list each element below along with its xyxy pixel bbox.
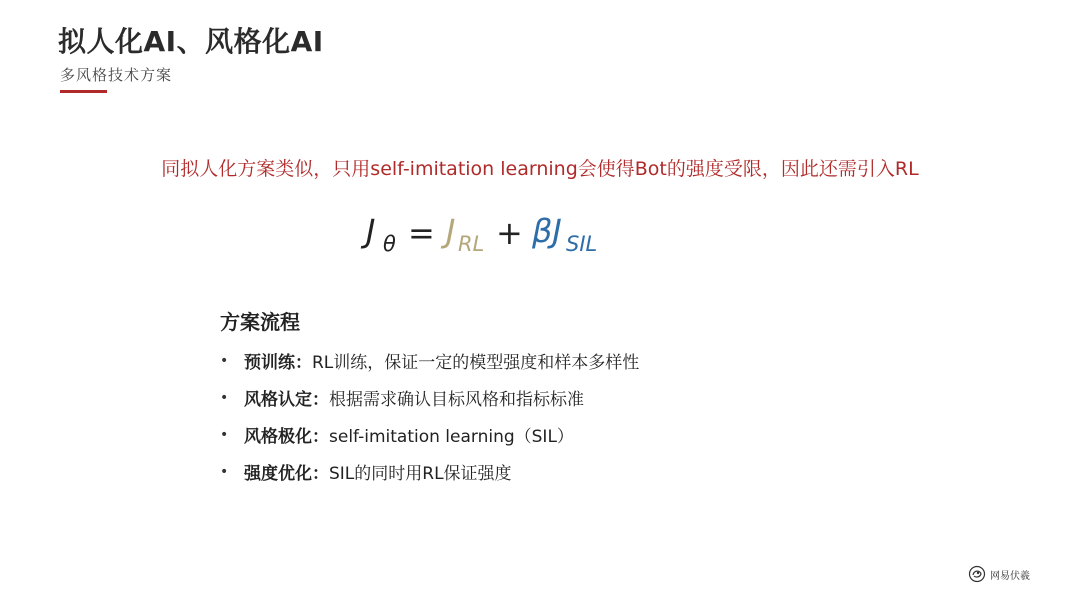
process-step-list: [220, 342, 639, 490]
formula-term-sil: βJ: [532, 212, 562, 250]
fuxi-logo-icon: [968, 565, 986, 583]
bullet-icon: •: [220, 463, 229, 480]
objective-formula: [366, 212, 686, 272]
formula-term-rl-subscript: RL: [458, 232, 485, 256]
list-item: [220, 342, 639, 379]
formula-term-rl: J: [446, 212, 456, 250]
step-separator: ：: [312, 427, 329, 447]
formula-plus: +: [496, 214, 523, 252]
bullet-icon: •: [220, 352, 229, 369]
section-title: 方案流程: [220, 310, 300, 334]
list-item: [220, 453, 639, 490]
step-separator: ：: [312, 390, 329, 410]
formula-equals: =: [408, 214, 435, 252]
step-separator: ：: [295, 353, 312, 373]
step-text: self-imitation learning（SIL）: [329, 427, 574, 447]
step-label: 风格认定: [244, 390, 312, 410]
step-label: 强度优化: [244, 464, 312, 484]
brand-logo: [968, 565, 1030, 583]
slide-subtitle: 多风格技术方案: [60, 66, 173, 84]
bullet-icon: •: [220, 389, 229, 406]
list-item: [220, 379, 639, 416]
title-accent-divider: [60, 90, 107, 93]
step-label: 风格极化: [244, 427, 312, 447]
list-item: [220, 416, 639, 453]
step-text: SIL的同时用RL保证强度: [329, 464, 512, 484]
bullet-icon: •: [220, 426, 229, 443]
formula-lhs: J: [366, 212, 376, 250]
step-label: 预训练: [244, 353, 295, 373]
formula-term-sil-subscript: SIL: [566, 232, 598, 256]
step-text: RL训练，保证一定的模型强度和样本多样性: [312, 353, 640, 373]
slide-title: 拟人化AI、风格化AI: [58, 25, 324, 58]
logo-text: 网易伏羲: [990, 570, 1030, 582]
highlight-statement: 同拟人化方案类似，只用self-imitation learning会使得Bot的强度受限，因此还需引入RL: [161, 158, 919, 180]
formula-lhs-subscript: θ: [383, 232, 396, 256]
step-text: 根据需求确认目标风格和指标标准: [329, 390, 584, 410]
step-separator: ：: [312, 464, 329, 484]
